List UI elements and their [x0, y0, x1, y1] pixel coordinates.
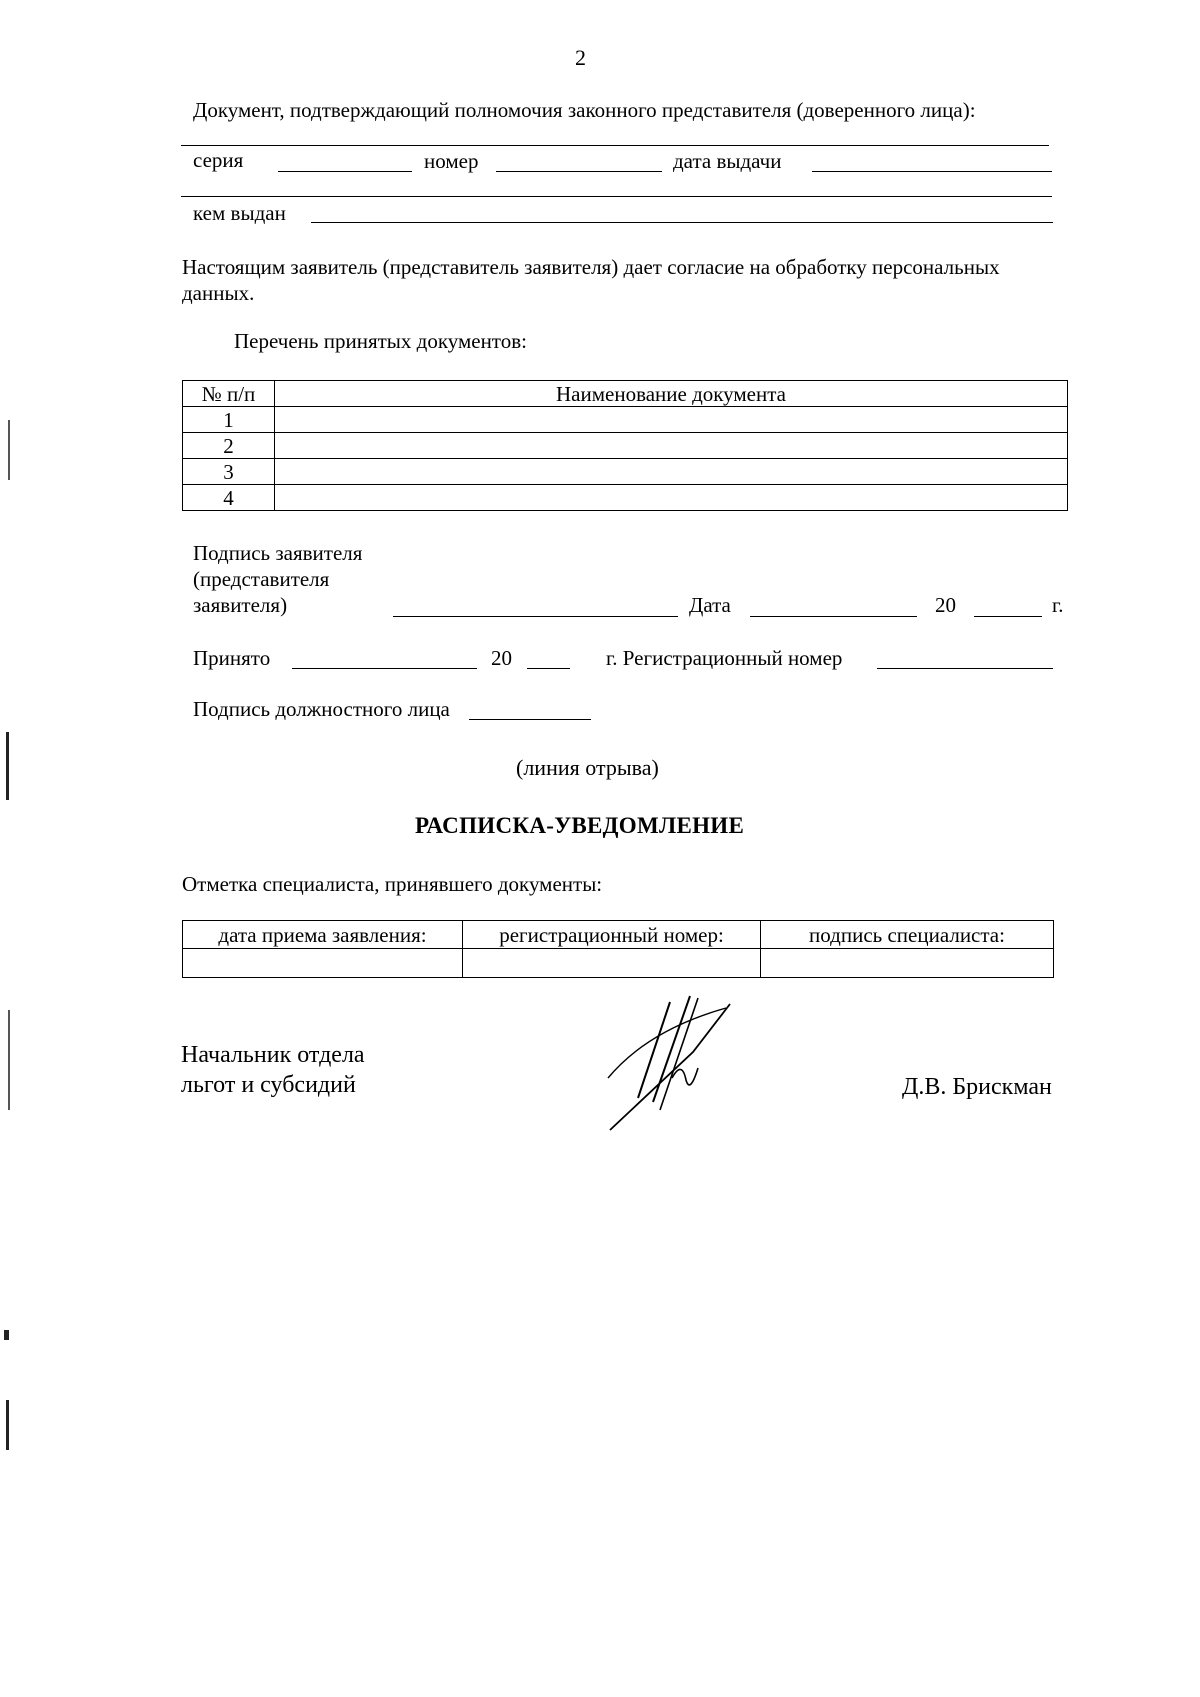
number-label: номер: [424, 149, 479, 173]
row-document-name[interactable]: [275, 433, 1068, 459]
series-label: серия: [193, 148, 244, 172]
applicant-year-suffix: г.: [1052, 593, 1064, 617]
number-field[interactable]: [496, 171, 662, 172]
table-row: [183, 407, 1068, 433]
accepted-year-field[interactable]: [527, 668, 570, 669]
accepted-date-field[interactable]: [292, 668, 477, 669]
consent-line-2: данных.: [182, 281, 255, 305]
receipt-value-row: [183, 949, 1054, 978]
applicant-signature-label-2: (представителя: [193, 567, 330, 591]
consent-line-1: Настоящим заявитель (представитель заявителя) дает согласие на обработку персональных: [182, 255, 1000, 279]
applicant-signature-label-3: заявителя): [193, 593, 288, 617]
receipt-header-reg-number: регистрационный номер:: [463, 921, 761, 949]
row-document-name[interactable]: [275, 407, 1068, 433]
scan-artifact: [6, 1400, 9, 1450]
row-number: 3: [183, 459, 275, 485]
row-document-name[interactable]: [275, 459, 1068, 485]
applicant-year-field[interactable]: [974, 616, 1042, 617]
row-document-name[interactable]: [275, 485, 1068, 511]
scan-artifact: [4, 1330, 9, 1340]
applicant-signature-field[interactable]: [393, 616, 678, 617]
applicant-date-label: Дата: [689, 593, 731, 617]
documents-table: [182, 380, 1068, 511]
documents-list-title: Перечень принятых документов:: [234, 329, 527, 353]
series-field[interactable]: [278, 171, 412, 172]
receipt-date-cell[interactable]: [183, 949, 463, 978]
issued-by-label: кем выдан: [193, 201, 286, 225]
row-number: 1: [183, 407, 275, 433]
signatory-name: Д.В. Брискман: [902, 1074, 1052, 1100]
receipt-title: РАСПИСКА-УВЕДОМЛЕНИЕ: [415, 813, 745, 838]
registration-number-label: г. Регистрационный номер: [606, 646, 843, 670]
receipt-table: [182, 920, 1054, 978]
applicant-date-field[interactable]: [750, 616, 917, 617]
receipt-header-signature: подпись специалиста:: [761, 921, 1054, 949]
issued-by-field[interactable]: [311, 222, 1053, 223]
row-number: 2: [183, 433, 275, 459]
heading-fill-line: [181, 145, 1049, 146]
signatory-position-line-2: льгот и субсидий: [181, 1072, 356, 1098]
issue-date-field[interactable]: [812, 171, 1052, 172]
receipt-signature-cell[interactable]: [761, 949, 1054, 978]
receipt-reg-number-cell[interactable]: [463, 949, 761, 978]
accepted-year-prefix: 20: [491, 646, 512, 670]
specialist-mark-label: Отметка специалиста, принявшего документы:: [182, 872, 603, 896]
representative-doc-heading: Документ, подтверждающий полномочия законного представителя (доверенного лица):: [193, 98, 976, 122]
scan-artifact: [8, 1010, 10, 1110]
header-document-name: Наименование документа: [275, 381, 1068, 407]
issue-date-label: дата выдачи: [673, 149, 782, 173]
header-number: № п/п: [183, 381, 275, 407]
issued-by-line-upper: [181, 196, 1052, 197]
signatory-position-line-1: Начальник отдела: [181, 1042, 365, 1068]
row-number: 4: [183, 485, 275, 511]
registration-number-field[interactable]: [877, 668, 1053, 669]
official-signature-label: Подпись должностного лица: [193, 697, 450, 721]
table-header-row: [183, 381, 1068, 407]
receipt-header-row: [183, 921, 1054, 949]
scan-artifact: [6, 732, 9, 800]
receipt-header-date: дата приема заявления:: [183, 921, 463, 949]
applicant-signature-label-1: Подпись заявителя: [193, 541, 363, 565]
official-signature-field[interactable]: [469, 719, 591, 720]
handwritten-signature: [598, 990, 748, 1135]
accepted-label: Принято: [193, 646, 271, 670]
applicant-year-prefix: 20: [935, 593, 956, 617]
table-row: [183, 433, 1068, 459]
tear-line: (линия отрыва): [516, 755, 659, 780]
table-row: [183, 459, 1068, 485]
table-row: [183, 485, 1068, 511]
scan-artifact: [8, 420, 10, 480]
page-number: 2: [575, 45, 586, 70]
